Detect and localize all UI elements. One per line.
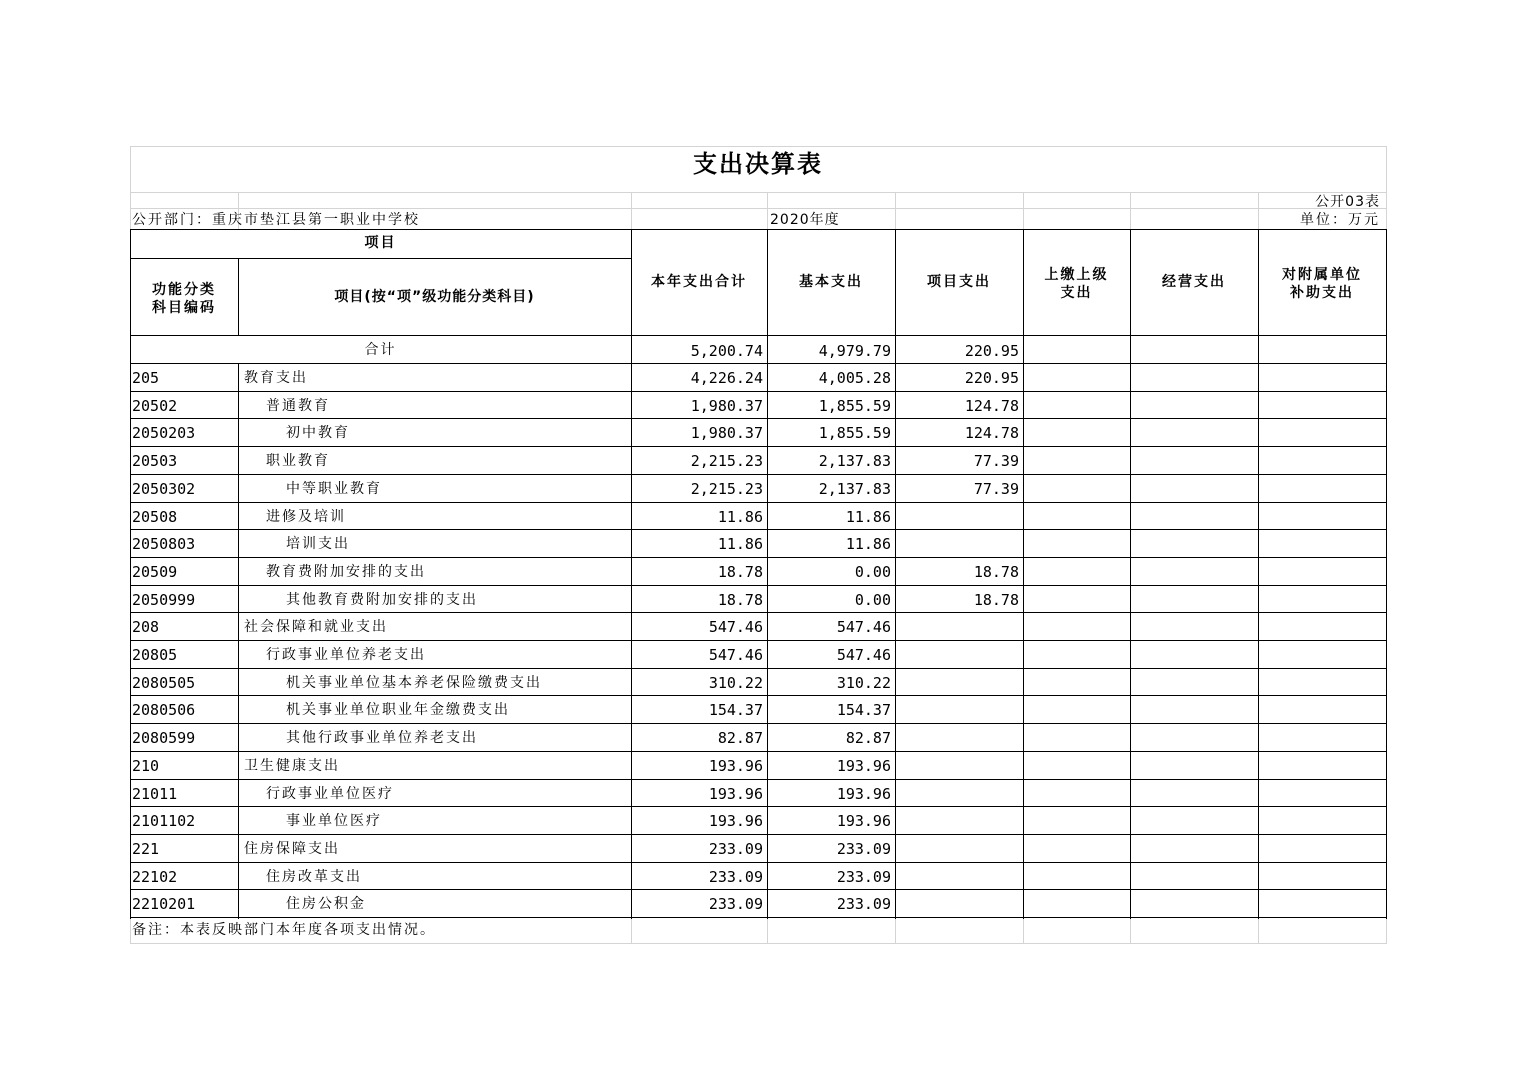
department-label: 公开部门：重庆市垫江县第一职业中学校 [132,212,420,228]
grid-hline [130,418,1386,419]
row-total: 547.46 [708,618,763,637]
row-basic: 193.96 [836,756,891,775]
grid-hline [130,834,1386,835]
row-total: 11.86 [717,507,763,526]
row-name: 住房保障支出 [244,840,340,857]
header-code-line1: 功能分类 [152,282,216,298]
row-project: 77.39 [973,452,1019,471]
grid-vline [238,363,239,919]
row-code: 2050203 [132,424,196,443]
row-total: 82.87 [717,729,763,748]
row-total: 2,215.23 [690,452,763,471]
header-operating: 经营支出 [1162,274,1226,290]
row-code: 21011 [132,784,178,803]
row-basic: 193.96 [836,784,891,803]
total-project: 220.95 [964,342,1019,360]
row-name: 教育费附加安排的支出 [266,563,426,580]
grid-vline [1258,919,1259,944]
row-code: 20502 [132,396,178,415]
row-name: 社会保障和就业支出 [244,619,388,636]
row-name: 卫生健康支出 [244,757,340,774]
row-name: 职业教育 [266,453,330,470]
row-basic: 4,005.28 [818,369,891,387]
grid-hline [130,335,1386,336]
row-basic: 233.09 [836,867,891,886]
grid-hline [130,723,1386,724]
row-total: 154.37 [708,701,763,720]
grid-hline [130,695,1386,696]
row-project: 18.78 [973,590,1019,609]
row-basic: 0.00 [854,590,891,609]
row-code: 2050302 [132,479,196,498]
grid-hline [130,146,1386,147]
grid-hline [130,192,1386,193]
row-project: 18.78 [973,562,1019,581]
row-basic: 1,855.59 [818,424,891,443]
row-total: 310.22 [708,673,763,692]
fiscal-year: 2020年度 [770,212,840,228]
row-code: 20805 [132,646,178,664]
row-project: 220.95 [964,369,1019,387]
grid-hline [130,446,1386,447]
grid-vline [1386,229,1387,919]
grid-vline [1130,192,1131,229]
row-code: 20503 [132,452,178,471]
row-basic: 11.86 [845,507,891,526]
row-total: 193.96 [708,784,763,803]
header-project: 项目支出 [927,274,991,290]
footnote: 备注：本表反映部门本年度各项支出情况。 [132,922,436,938]
unit-label: 单位：万元 [1300,212,1380,228]
header-code-line2: 科目编码 [152,300,216,316]
header-code [130,281,238,317]
row-name: 住房改革支出 [266,868,362,885]
header-subsidy-line1: 对附属单位 [1282,267,1362,283]
grid-vline [1258,192,1259,229]
grid-hline [130,363,1386,364]
grid-hline [130,557,1386,558]
grid-hline [130,917,1386,918]
row-code: 22102 [132,867,178,886]
grid-hline [130,208,1386,209]
header-upper-line2: 支出 [1060,285,1093,301]
row-project: 124.78 [964,396,1019,415]
grid-hline [130,612,1386,613]
row-basic: 82.87 [845,729,891,748]
row-name: 普通教育 [266,397,330,414]
grid-hline [130,258,631,259]
row-code: 210 [132,756,160,775]
row-basic: 2,137.83 [818,479,891,498]
total-label: 合计 [364,342,397,358]
row-basic: 233.09 [836,895,891,914]
row-total: 11.86 [717,535,763,554]
grid-hline [130,502,1386,503]
row-code: 205 [132,369,160,387]
grid-vline [767,919,768,944]
row-total: 547.46 [708,646,763,664]
row-code: 208 [132,618,160,637]
table-number: 公开03表 [1315,194,1380,210]
row-project: 124.78 [964,424,1019,443]
row-total: 18.78 [717,590,763,609]
row-code: 2050999 [132,590,196,609]
row-name: 进修及培训 [266,508,346,525]
row-basic: 1,855.59 [818,396,891,415]
row-total: 233.09 [708,867,763,886]
row-total: 233.09 [708,839,763,858]
row-basic: 233.09 [836,839,891,858]
row-name: 行政事业单位医疗 [266,785,394,802]
grid-vline [130,229,131,919]
row-name: 其他教育费附加安排的支出 [286,591,478,608]
row-code: 221 [132,839,160,858]
row-code: 2080599 [132,729,196,748]
row-name: 机关事业单位职业年金缴费支出 [286,702,510,719]
row-basic: 310.22 [836,673,891,692]
header-name: 项目(按“项”级功能分类科目) [334,289,535,305]
grid-vline [895,919,896,944]
header-subsidy-line2: 补助支出 [1290,285,1354,301]
row-project: 77.39 [973,479,1019,498]
row-name: 住房公积金 [286,896,366,913]
grid-hline [130,229,1386,230]
row-basic: 547.46 [836,646,891,664]
row-name: 事业单位医疗 [286,813,382,830]
header-basic: 基本支出 [799,274,863,290]
row-code: 20508 [132,507,178,526]
grid-hline [130,391,1386,392]
row-basic: 547.46 [836,618,891,637]
header-subsidy [1258,266,1386,302]
row-basic: 2,137.83 [818,452,891,471]
grid-vline [1130,919,1131,944]
total-basic: 4,979.79 [818,342,891,360]
row-total: 18.78 [717,562,763,581]
grid-hline [130,640,1386,641]
expenditure-sheet [130,146,1386,944]
grid-hline [130,862,1386,863]
grid-hline [130,474,1386,475]
grid-hline [130,943,1386,944]
row-code: 2101102 [132,812,196,831]
row-name: 培训支出 [286,536,350,553]
header-upper [1023,266,1130,302]
row-code: 2080505 [132,673,196,692]
header-total: 本年支出合计 [651,274,747,290]
row-name: 其他行政事业单位养老支出 [286,730,478,747]
grid-vline [1258,229,1259,919]
row-total: 193.96 [708,812,763,831]
row-basic: 154.37 [836,701,891,720]
grid-hline [130,806,1386,807]
row-basic: 0.00 [854,562,891,581]
grid-hline [130,889,1386,890]
header-item: 项目 [364,235,397,251]
grid-vline [1130,229,1131,919]
row-total: 1,980.37 [690,424,763,443]
row-total: 193.96 [708,756,763,775]
grid-vline [767,192,768,229]
grid-vline [1023,229,1024,919]
row-basic: 193.96 [836,812,891,831]
grid-vline [1023,192,1024,229]
header-upper-line1: 上缴上级 [1044,267,1109,283]
row-name: 行政事业单位养老支出 [266,647,426,663]
total-sum: 5,200.74 [690,342,763,360]
row-name: 中等职业教育 [286,480,382,497]
grid-hline [130,751,1386,752]
row-total: 4,226.24 [690,369,763,387]
grid-hline [130,529,1386,530]
grid-vline [1023,919,1024,944]
row-total: 233.09 [708,895,763,914]
grid-hline [130,779,1386,780]
row-code: 2050803 [132,535,196,554]
row-basic: 11.86 [845,535,891,554]
row-total: 2,215.23 [690,479,763,498]
row-name: 初中教育 [286,425,350,442]
grid-hline [130,585,1386,586]
row-name: 教育支出 [244,370,308,386]
row-code: 20509 [132,562,178,581]
row-name: 机关事业单位基本养老保险缴费支出 [286,674,542,691]
row-code: 2080506 [132,701,196,720]
page-title: 支出决算表 [693,150,823,178]
grid-hline [130,668,1386,669]
row-code: 2210201 [132,895,196,914]
grid-vline [895,192,896,229]
row-total: 1,980.37 [690,396,763,415]
